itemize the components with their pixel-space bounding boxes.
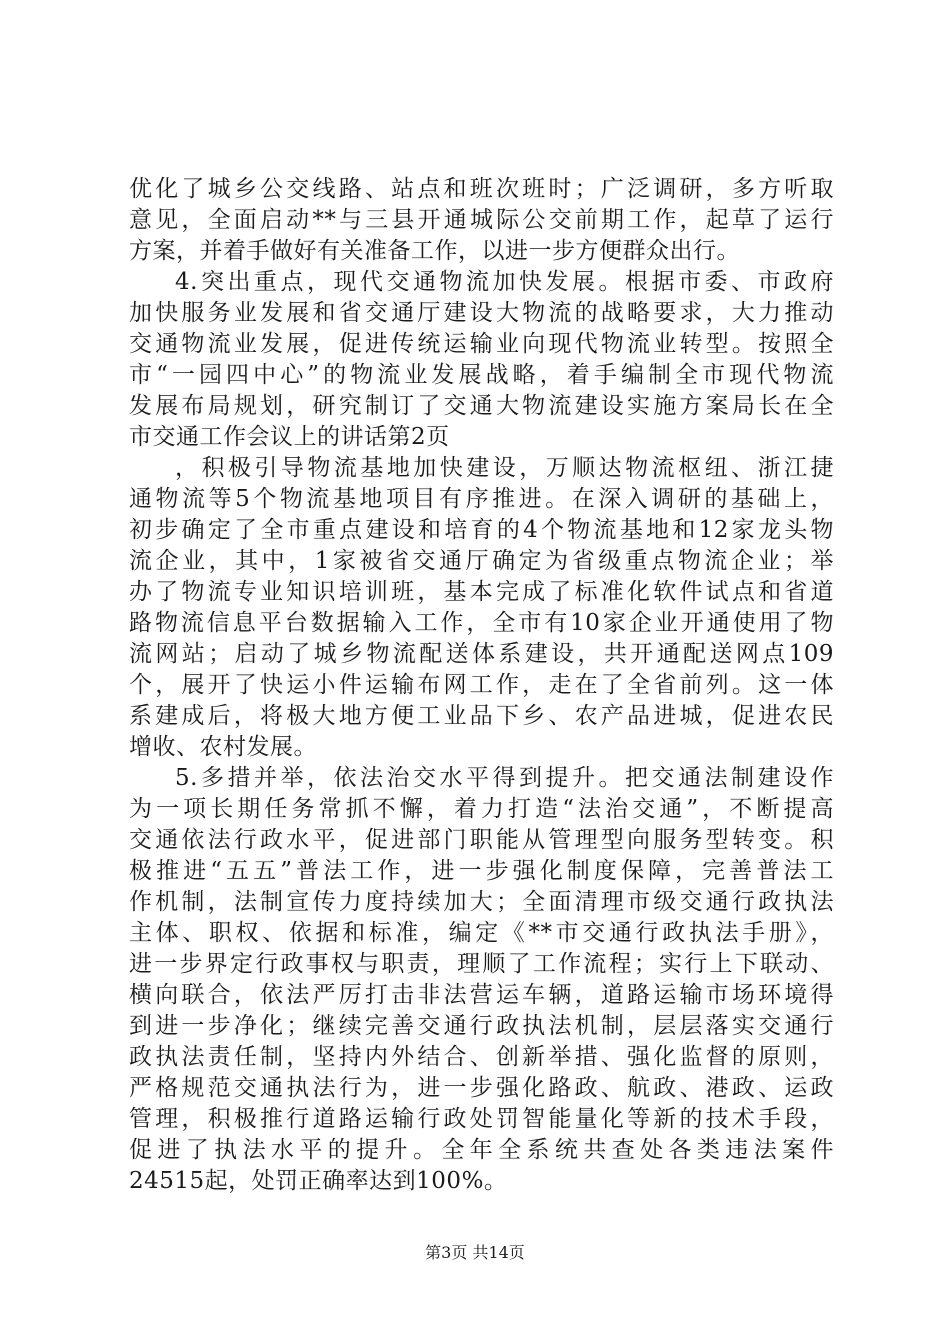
text-line: 增收、农村发展。 [129,734,317,760]
text-line: 方案，并着手做好有关准备工作，以进一步方便群众出行。 [129,238,740,264]
text-line: 路物流信息平台数据输入工作，全市有10家企业开通使用了物 [129,610,834,636]
page-footer: 第3页 共14页 [425,1243,525,1262]
text-line: 市交通工作会议上的讲话第2页 [129,424,450,450]
text-line: 交通物流业发展，促进传统运输业向现代物流业转型。按照全 [129,331,834,357]
text-line: 进一步界定行政事权与职责，理顺了工作流程；实行上下联动、 [129,951,834,977]
text-line: 政执法责任制，坚持内外结合、创新举措、强化监督的原则， [129,1044,834,1070]
document-body [129,174,834,1197]
text-line: 到进一步净化；继续完善交通行政执法机制，层层落实交通行 [129,1013,834,1039]
text-line: ，积极引导物流基地加快建设，万顺达物流枢纽、浙江捷 [175,455,834,481]
text-line: 管理，积极推行道路运输行政处罚智能量化等新的技术手段， [129,1106,834,1132]
text-line: 主体、职权、依据和标准，编定《**市交通行政执法手册》， [129,920,834,946]
text-line: 市“一园四中心”的物流业发展战略，着手编制全市现代物流 [129,362,834,388]
text-line: 办了物流专业知识培训班，基本完成了标准化软件试点和省道 [129,579,834,605]
text-line: 通物流等5个物流基地项目有序推进。在深入调研的基础上， [129,486,834,512]
text-line: 优化了城乡公交线路、站点和班次班时；广泛调研，多方听取 [129,176,834,202]
text-line: 加快服务业发展和省交通厅建设大物流的战略要求，大力推动 [129,300,834,326]
text-line: 作机制，法制宣传力度持续加大；全面清理市级交通行政执法 [129,889,834,915]
text-line: 系建成后，将极大地方便工业品下乡、农产品进城，促进农民 [129,703,834,729]
text-line: 发展布局规划，研究制订了交通大物流建设实施方案局长在全 [129,393,834,419]
text-line: 极推进“五五”普法工作，进一步强化制度保障，完善普法工 [129,858,834,884]
text-line: 为一项长期任务常抓不懈，着力打造“法治交通”，不断提高 [129,796,834,822]
text-line: 4.突出重点，现代交通物流加快发展。根据市委、市政府 [175,269,834,295]
text-line: 流网站；启动了城乡物流配送体系建设，共开通配送网点109 [129,641,834,667]
text-line: 意见，全面启动**与三县开通城际公交前期工作，起草了运行 [129,207,834,233]
text-line: 初步确定了全市重点建设和培育的4个物流基地和12家龙头物 [129,517,834,543]
text-line: 5.多措并举，依法治交水平得到提升。把交通法制建设作 [175,765,834,791]
text-line: 个，展开了快运小件运输布网工作，走在了全省前列。这一体 [129,672,834,698]
text-line: 流企业，其中，1家被省交通厅确定为省级重点物流企业；举 [129,548,834,574]
text-line: 促进了执法水平的提升。全年全系统共查处各类违法案件 [129,1137,834,1163]
text-line: 24515起，处罚正确率达到100%。 [129,1168,508,1194]
text-line: 严格规范交通执法行为，进一步强化路政、航政、港政、运政 [129,1075,834,1101]
text-line: 横向联合，依法严厉打击非法营运车辆，道路运输市场环境得 [129,982,834,1008]
text-line: 交通依法行政水平，促进部门职能从管理型向服务型转变。积 [129,827,834,853]
